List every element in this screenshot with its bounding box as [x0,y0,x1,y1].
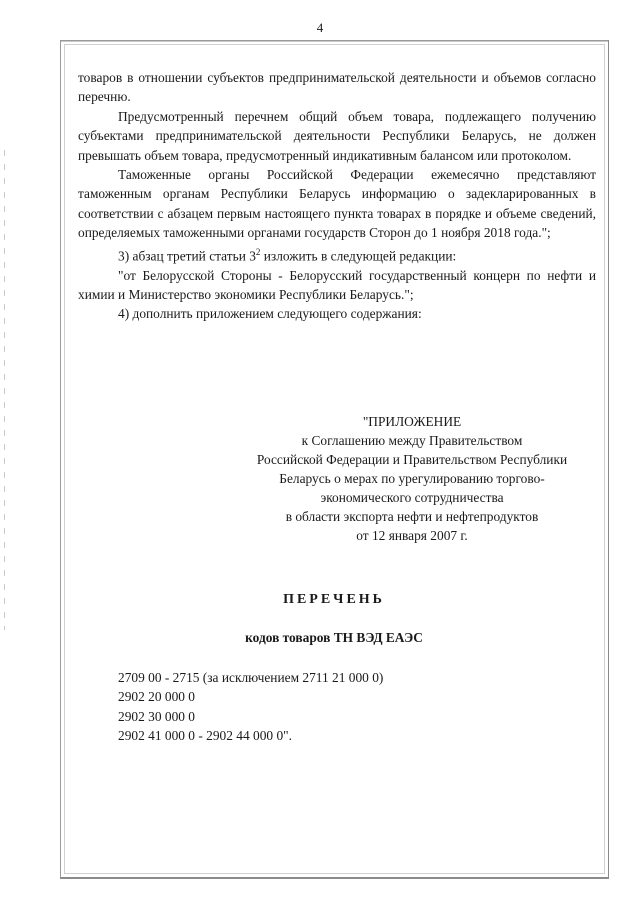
code-list [118,668,383,746]
item-3 [78,243,596,266]
code-list-item: 2902 41 000 0 - 2902 44 000 0". [118,728,292,744]
paragraph-volume-limit: Предусмотренный перечнем общий объем товара, подлежащего получению субъектами предпринимательской деятельности Республики Беларусь, не должен превышать объем товара, предусмотренный индикативным балансом или протоколом. [78,108,596,163]
document-body [78,68,596,324]
appendix-heading: "ПРИЛОЖЕНИЕ [362,414,462,429]
item-4: 4) дополнить приложением следующего содержания: [118,306,422,322]
paragraph-continuation: товаров в отношении субъектов предпринимательской деятельности и объемов согласно перечню. [78,70,596,105]
appendix-line: Российской Федерации и Правительством Республики [256,452,568,467]
scan-edge-mark [4,150,5,630]
code-list-item: 2709 00 - 2715 (за исключением 2711 21 000 0) [118,670,384,685]
code-list-item: 2902 30 000 0 [118,708,195,724]
appendix-header [216,412,608,545]
item-3-prefix: 3) абзац третий статьи 3 [118,248,256,264]
appendix-line: к Соглашению между Правительством [301,433,523,448]
appendix-line: в области экспорта нефти и нефтепродуктов [285,509,539,524]
appendix-line: от 12 января 2007 г. [356,528,468,543]
code-list-item: 2902 20 000 0 [118,689,195,705]
list-subtitle: кодов товаров ТН ВЭД ЕАЭС [245,630,423,645]
appendix-line: экономического сотрудничества [320,490,504,505]
item-3-quote: "от Белорусской Стороны - Белорусский государственный концерн по нефти и химии и Министерство экономики Республики Беларусь."; [78,267,596,302]
item-3-suffix: изложить в следующей редакции: [260,248,457,264]
paragraph-customs-info: Таможенные органы Российской Федерации ежемесячно представляют таможенным органам Республики Беларусь информацию о задекларированных в соответствии с абзацем первым настоящего пункта товарах в порядке и объеме сведений, определяемых таможенными органами государств Сторон до 1 ноября 2018 года."; [78,167,596,241]
list-title: ПЕРЕЧЕНЬ [283,592,385,607]
page-number: 4 [316,20,324,35]
item-3-superscript: 2 [255,246,261,257]
appendix-line: Беларусь о мерах по урегулированию торгово- [279,471,545,486]
